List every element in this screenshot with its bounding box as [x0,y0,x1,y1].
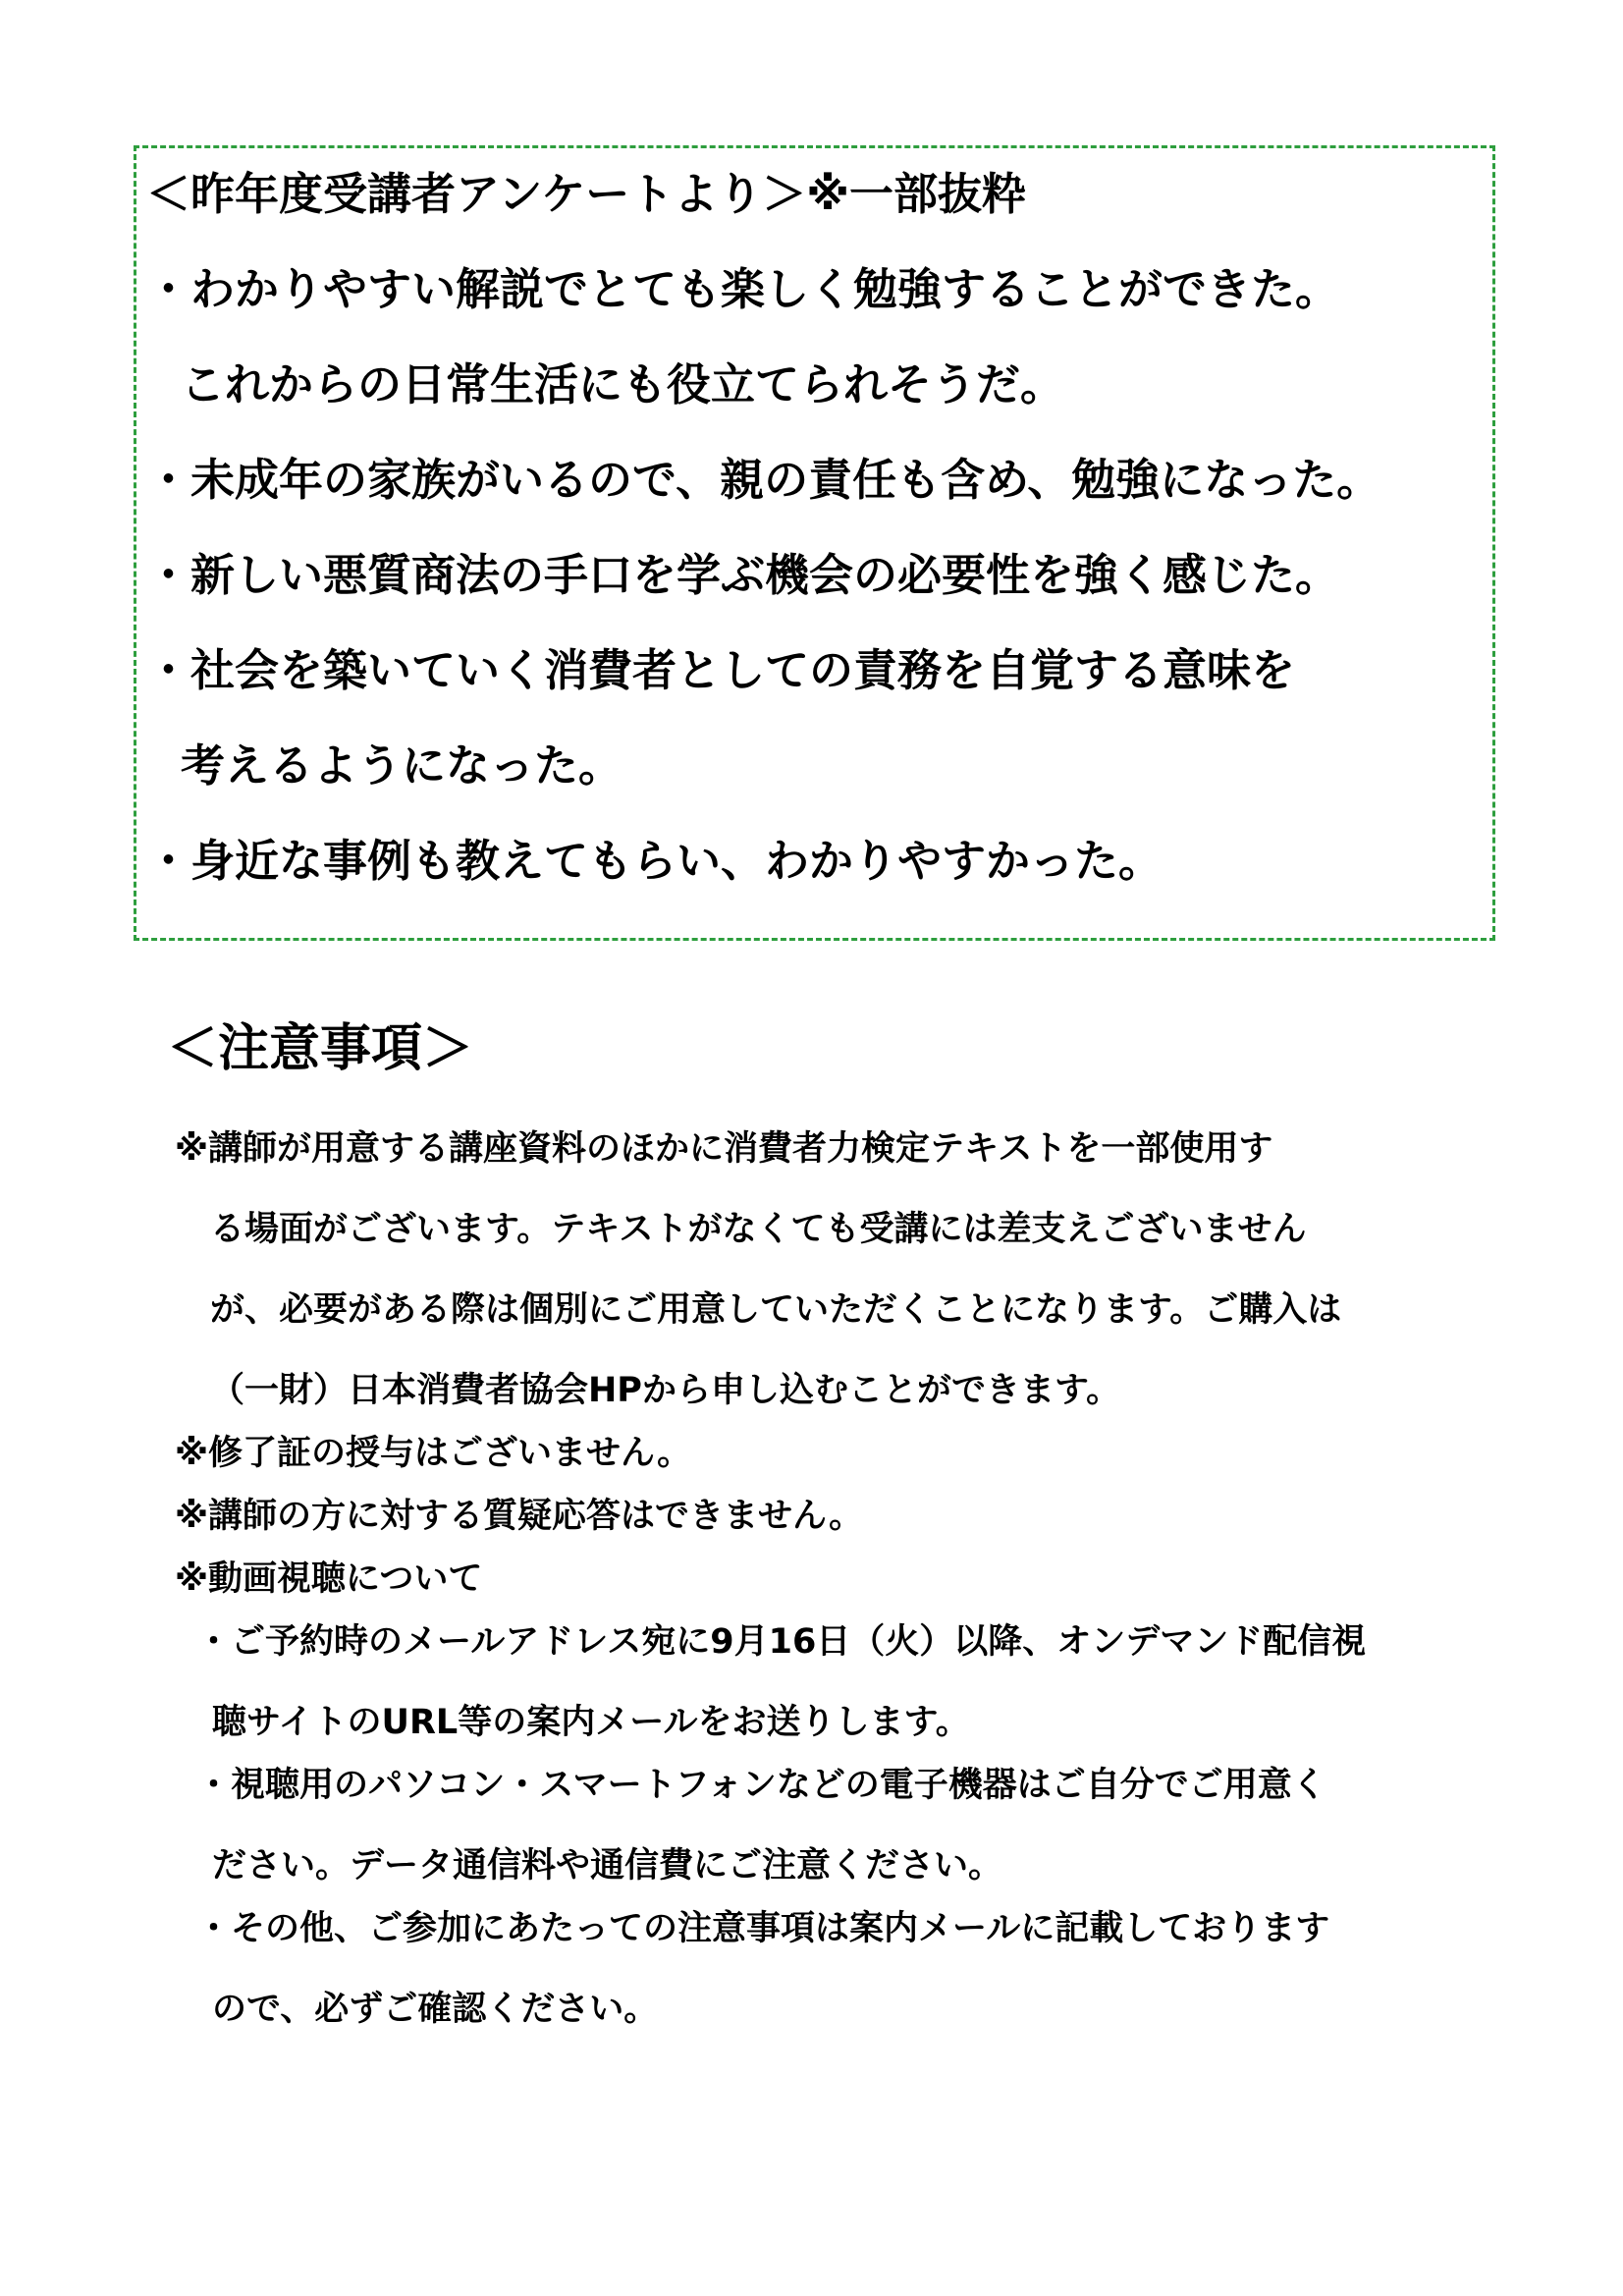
note-sub-item: ・視聴用のパソコン・スマートフォンなどの電子機器はご自分でご用意く [196,1766,1326,1805]
note-line-continuation: が、必要がある際は個別にご用意していただくことになります。ご購入は [210,1290,1342,1330]
note-line-continuation: （一財）日本消費者協会HPから申し込むことができます。 [210,1371,1121,1410]
survey-title: ＜昨年度受講者アンケートより＞※一部抜粋 [146,168,1027,220]
notes-list [175,1129,1490,2029]
survey-comment-continuation: 考えるようになった。 [181,739,623,792]
note-line-continuation: る場面がございます。テキストがなくても受講には差支えございません [210,1210,1307,1249]
notes-title: ＜注意事項＞ [167,1019,474,1078]
survey-comment: ・身近な事例も教えてもらい、わかりやすかった。 [146,835,1163,887]
survey-comment: ・わかりやすい解説でとても楽しく勉強することができた。 [146,263,1340,315]
note-line: ※修了証の授与はございません。 [175,1434,692,1473]
survey-excerpt-box [134,145,1495,941]
survey-comment: ・未成年の家族がいるので、親の責任も含め、勉強になった。 [146,454,1381,506]
note-sub-item: ・ご予約時のメールアドレス宛に9月16日（火）以降、オンデマンド配信視 [196,1622,1367,1662]
note-line: ※動画視聴について [175,1559,483,1599]
note-sub-item-continuation: 聴サイトのURL等の案内メールをお送りします。 [212,1703,970,1742]
note-sub-item-continuation: ので、必ずご確認ください。 [212,1990,659,2029]
survey-comment: ・社会を築いていく消費者としての責務を自覚する意味を [146,644,1296,696]
survey-comment: ・新しい悪質商法の手口を学ぶ機会の必要性を強く感じた。 [146,549,1340,601]
note-line: ※講師の方に対する質疑応答はできません。 [175,1497,864,1536]
note-line: ※講師が用意する講座資料のほかに消費者力検定テキストを一部使用す [175,1129,1273,1169]
note-sub-item: ・その他、ご参加にあたっての注意事項は案内メールに記載しております [196,1909,1330,1948]
note-sub-item-continuation: ださい。データ通信料や通信費にご注意ください。 [212,1846,1003,1886]
survey-comment-continuation: これからの日常生活にも役立てられそうだ。 [181,358,1065,410]
